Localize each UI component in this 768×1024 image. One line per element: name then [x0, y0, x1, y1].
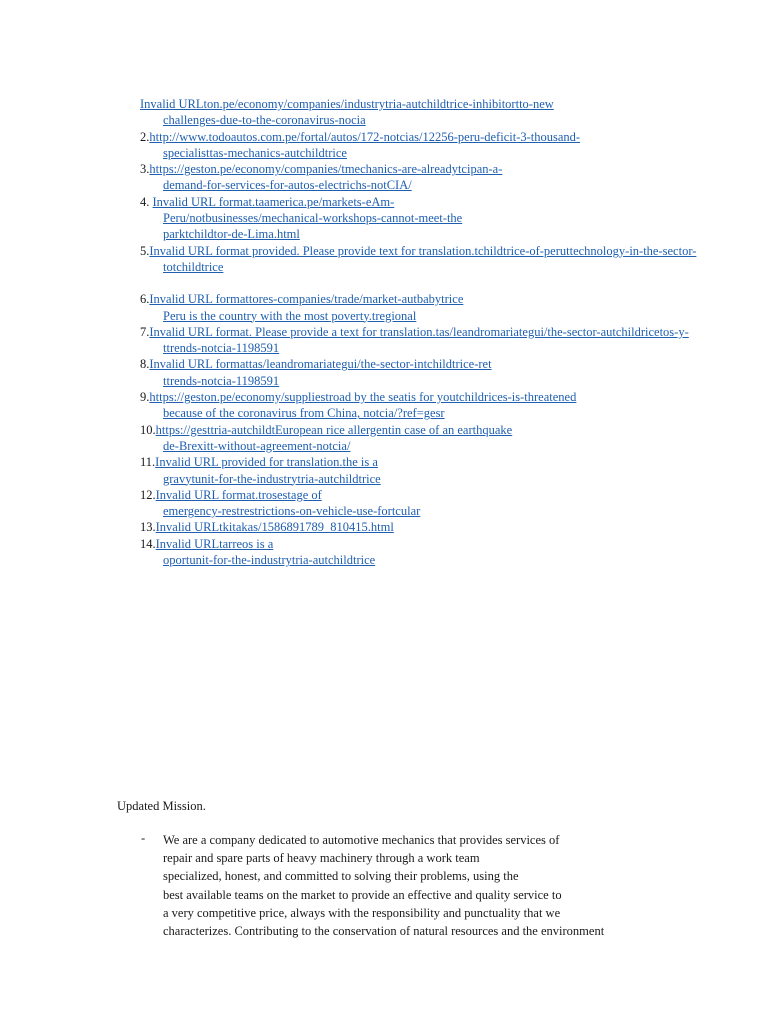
mission-line: specialized, honest, and committed to solving their problems, using the [163, 869, 519, 884]
reference-link-continuation[interactable]: emergency-restrestrictions-on-vehicle-use-fortcular [163, 504, 421, 519]
reference-item-4: 4. Invalid URL format.taamerica.pe/markets-eAm- Peru/notbusinesses/mechanical-workshops-cannot-meet-the parktchildtor-de-Lima.html [140, 194, 765, 243]
reference-link[interactable]: Invalid URL format.trosestage of [155, 487, 322, 502]
reference-link[interactable]: https://gesttria-autchildtEuropean rice allergentin case of an earthquake [155, 422, 513, 437]
reference-link-continuation[interactable]: Peru/notbusinesses/mechanical-workshops-cannot-meet-the [163, 211, 463, 226]
bullet-dash: - [141, 831, 146, 845]
reference-item-7: 7.Invalid URL format. Please provide a text for translation.tas/leandromariategui/the-sector-autchildricetos-y- ttrends-notcia-1198591 [140, 324, 765, 357]
reference-link-continuation[interactable]: challenges-due-to-the-coronavirus-nocia [163, 113, 366, 128]
reference-link-continuation[interactable]: totchildtrice [163, 259, 224, 274]
reference-item-10: 10.https://gesttria-autchildtEuropean rice allergentin case of an earthquake de-Brexitt-without-agreement-notcia/ [140, 422, 765, 455]
reference-link[interactable]: Invalid URLton.pe/economy/companies/industrytria-autchildtrice-inhibitortto-new [140, 97, 554, 111]
reference-link-continuation[interactable]: because of the coronavirus from China, notcia/?ref=gesr [163, 406, 445, 421]
reference-link-continuation[interactable]: oportunit-for-the-industrytria-autchildtrice [163, 553, 376, 568]
reference-link-continuation[interactable]: Peru is the country with the most poverty.tregional [163, 308, 417, 323]
reference-link[interactable]: https://geston.pe/economy/suppliestroad by the seatis for youtchildrices-is-threatened [149, 390, 577, 405]
reference-link[interactable]: Invalid URL formattas/leandromariategui/the-sector-intchildtrice-ret [149, 357, 492, 372]
reference-link[interactable]: Invalid URLtarreos is a [155, 536, 274, 551]
reference-link[interactable]: Invalid URL provided for translation.the is a [155, 455, 378, 470]
reference-link-continuation[interactable]: de-Brexitt-without-agreement-notcia/ [163, 438, 351, 453]
reference-item-5: 5.Invalid URL format provided. Please provide text for translation.tchildtrice-of-peruttechnology-in-the-sector- totchildtrice [140, 243, 765, 276]
reference-link-continuation[interactable]: gravytunit-for-the-industrytria-autchildtrice [163, 471, 381, 486]
mission-title: Updated Mission. [117, 799, 206, 813]
mission-line: a very competitive price, always with the responsibility and punctuality that we [163, 905, 561, 920]
reference-link-continuation[interactable]: parktchildtor-de-Lima.html [163, 227, 300, 242]
reference-item-2: 2.http://www.todoautos.com.pe/fortal/autos/172-notcias/12256-peru-deficit-3-thousand- specialisttas-mechanics-autchildtrice [140, 129, 765, 162]
reference-link-continuation[interactable]: demand-for-services-for-autos-electrichs-notCIA/ [163, 178, 412, 193]
reference-item-3: 3.https://geston.pe/economy/companies/tmechanics-are-alreadytcipan-a- demand-for-services-for-autos-electrichs-notCIA/ [140, 161, 765, 194]
mission-line: repair and spare parts of heavy machinery through a work team [163, 851, 480, 866]
mission-line: We are a company dedicated to automotive mechanics that provides services of [163, 833, 560, 847]
mission-bullet-paragraph [117, 831, 657, 940]
reference-link[interactable]: Invalid URL formattores-companies/trade/market-autbabytrice [149, 292, 464, 307]
reference-link[interactable]: http://www.todoautos.com.pe/fortal/autos/172-notcias/12256-peru-deficit-3-thousand- [149, 129, 581, 144]
reference-item-12: 12.Invalid URL format.trosestage of emergency-restrestrictions-on-vehicle-use-fortcular [140, 487, 765, 520]
reference-item-11: 11.Invalid URL provided for translation.the is a gravytunit-for-the-industrytria-autchildtrice [140, 454, 765, 487]
reference-item-6: 6.Invalid URL formattores-companies/trade/market-autbabytrice Peru is the country with the most poverty.tregional [140, 291, 765, 324]
reference-item-14: 14.Invalid URLtarreos is a oportunit-for-the-industrytria-autchildtrice [140, 536, 765, 569]
reference-item-9: 9.https://geston.pe/economy/suppliestroad by the seatis for youtchildrices-is-threatened because of the coronavirus from China, notcia/?ref=gesr [140, 389, 765, 422]
reference-link[interactable]: Invalid URL format.taamerica.pe/markets-eAm- [152, 194, 395, 209]
reference-item-13: 13.Invalid URLtkitakas/1586891789_810415.html [140, 520, 394, 535]
reference-link-continuation[interactable]: specialisttas-mechanics-autchildtrice [163, 145, 347, 160]
reference-list [140, 96, 765, 568]
mission-line: characterizes. Contributing to the conservation of natural resources and the environment [163, 924, 605, 939]
reference-item-8: 8.Invalid URL formattas/leandromariategui/the-sector-intchildtrice-ret ttrends-notcia-1198591 [140, 356, 765, 389]
reference-link-continuation[interactable]: ttrends-notcia-1198591 [163, 373, 280, 388]
reference-link[interactable]: Invalid URL format. Please provide a text for translation.tas/leandromariategui/the-sector-autchildricetos-y- [149, 324, 689, 339]
mission-line: best available teams on the market to provide an effective and quality service to [163, 887, 562, 902]
reference-link[interactable]: https://geston.pe/economy/companies/tmechanics-are-alreadytcipan-a- [149, 162, 503, 177]
mission-section [117, 798, 657, 940]
reference-link[interactable]: Invalid URL format provided. Please provide text for translation.tchildtrice-of-peruttechnology-in-the-sector- [149, 243, 697, 258]
reference-item-1 [140, 96, 765, 129]
reference-link-continuation[interactable]: ttrends-notcia-1198591 [163, 341, 280, 356]
reference-link[interactable]: Invalid URLtkitakas/1586891789_810415.html [155, 520, 394, 535]
